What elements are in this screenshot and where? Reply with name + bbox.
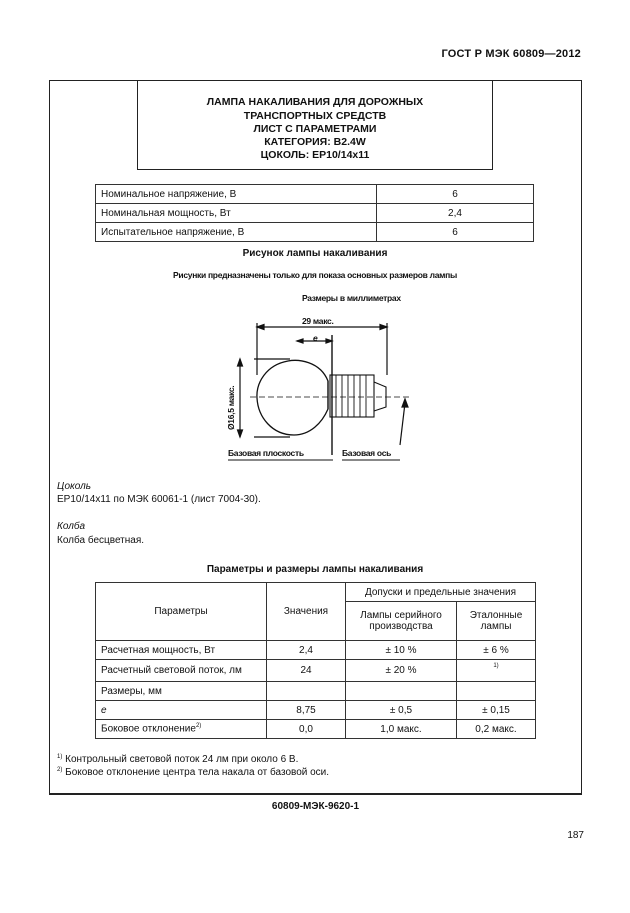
header-tolerances: Допуски и предельные значения [346, 583, 536, 602]
param-production: ± 0,5 [346, 701, 457, 720]
table-row [96, 204, 534, 223]
param-reference: 1) [457, 660, 536, 682]
rated-label: Номинальное напряжение, В [96, 185, 377, 204]
param-value: 8,75 [267, 701, 346, 720]
arrow-head [297, 339, 303, 343]
label-underlines [228, 445, 418, 465]
lamp-drawing [220, 305, 420, 465]
units-note: Размеры в миллиметрах [302, 293, 401, 303]
param-name: Размеры, мм [96, 682, 267, 701]
dimension-29: 29 макс. [302, 316, 334, 326]
param-name: Расчетный световой поток, лм [96, 660, 267, 682]
arrow-head [257, 325, 264, 330]
param-production: 1,0 макс. [346, 720, 457, 739]
axis-leader [400, 403, 405, 445]
param-production [346, 682, 457, 701]
header-production: Лампы серийного производства [346, 602, 457, 641]
label-reference-plane: Базовая плоскость [228, 448, 304, 458]
dimension-diameter: Ø16,5 макс. [226, 385, 236, 430]
figure-heading: Рисунок лампы накаливания [242, 248, 388, 259]
rated-label: Испытательное напряжение, В [96, 223, 377, 242]
param-name: Расчетная мощность, Вт [96, 641, 267, 660]
arrow-head [238, 430, 243, 437]
param-name: Боковое отклонение [101, 723, 196, 735]
rated-value: 2,4 [377, 204, 534, 223]
standard-header: ГОСТ Р МЭК 60809—2012 [441, 48, 581, 60]
cap-body [330, 375, 374, 417]
cap-text: EP10/14x11 по МЭК 60061-1 (лист 7004-30). [57, 494, 261, 505]
figure-note: Рисунки предназначены только для показа основных размеров лампы [173, 270, 457, 280]
parameters-table [95, 582, 536, 739]
title-line-5: ЦОКОЛЬ: EP10/14x11 [260, 149, 370, 161]
bulb-outline [257, 360, 328, 435]
param-production: ± 20 % [346, 660, 457, 682]
rated-value: 6 [377, 223, 534, 242]
param-reference: 0,2 макс. [457, 720, 536, 739]
title-line-2: ТРАНСПОРТНЫХ СРЕДСТВ [243, 110, 387, 122]
arrow-head [380, 325, 387, 330]
title-line-3: ЛИСТ С ПАРАМЕТРАМИ [253, 123, 377, 135]
table-row [96, 223, 534, 242]
table-row [96, 660, 536, 682]
param-value [267, 682, 346, 701]
rated-values-table [95, 184, 534, 242]
param-reference: ± 0,15 [457, 701, 536, 720]
footnote-mark: 2) [57, 767, 63, 773]
param-reference [457, 682, 536, 701]
header-reference: Эталонные лампы [457, 602, 536, 641]
cap-contact [374, 382, 386, 411]
footnote-text: Контрольный световой поток 24 лм при около 6 В. [65, 754, 299, 765]
bulb-heading: Колба [57, 521, 86, 532]
param-value: 2,4 [267, 641, 346, 660]
footnote-mark: 1) [57, 754, 63, 760]
param-value: 24 [267, 660, 346, 682]
header-values: Значения [267, 583, 346, 641]
param-value: 0,0 [267, 720, 346, 739]
cap-heading: Цоколь [57, 481, 92, 492]
label-reference-axis: Базовая ось [342, 448, 392, 458]
table-row [96, 185, 534, 204]
bulb-text: Колба бесцветная. [57, 535, 145, 546]
arrow-head [326, 339, 332, 343]
footer-divider [49, 794, 582, 795]
dimension-e: e [313, 333, 318, 343]
table-row [96, 701, 536, 720]
rated-value: 6 [377, 185, 534, 204]
param-reference: ± 6 % [457, 641, 536, 660]
param-production: ± 10 % [346, 641, 457, 660]
title-line-4: КАТЕГОРИЯ: B2.4W [264, 136, 366, 148]
cap-threads [336, 375, 366, 417]
params-table-title: Параметры и размеры лампы накаливания [206, 564, 424, 575]
page-number: 187 [567, 830, 584, 841]
param-name-cell [96, 720, 267, 739]
footnote-text: Боковое отклонение центра тела накала от базовой оси. [65, 767, 330, 778]
header-params: Параметры [96, 583, 267, 641]
footnote-2 [57, 767, 329, 778]
arrow-head [238, 359, 243, 366]
footnote-1 [57, 754, 298, 765]
table-row [96, 641, 536, 660]
title-line-1: ЛАМПА НАКАЛИВАНИЯ ДЛЯ ДОРОЖНЫХ [206, 96, 424, 108]
footnote-ref: 2) [195, 723, 202, 730]
param-name: e [96, 701, 267, 720]
title-block [137, 80, 493, 170]
sheet-code: 60809-МЭК-9620-1 [271, 801, 360, 812]
table-row [96, 720, 536, 739]
arrow-head [402, 399, 408, 407]
rated-label: Номинальная мощность, Вт [96, 204, 377, 223]
table-header-row [96, 583, 536, 602]
table-row [96, 682, 536, 701]
